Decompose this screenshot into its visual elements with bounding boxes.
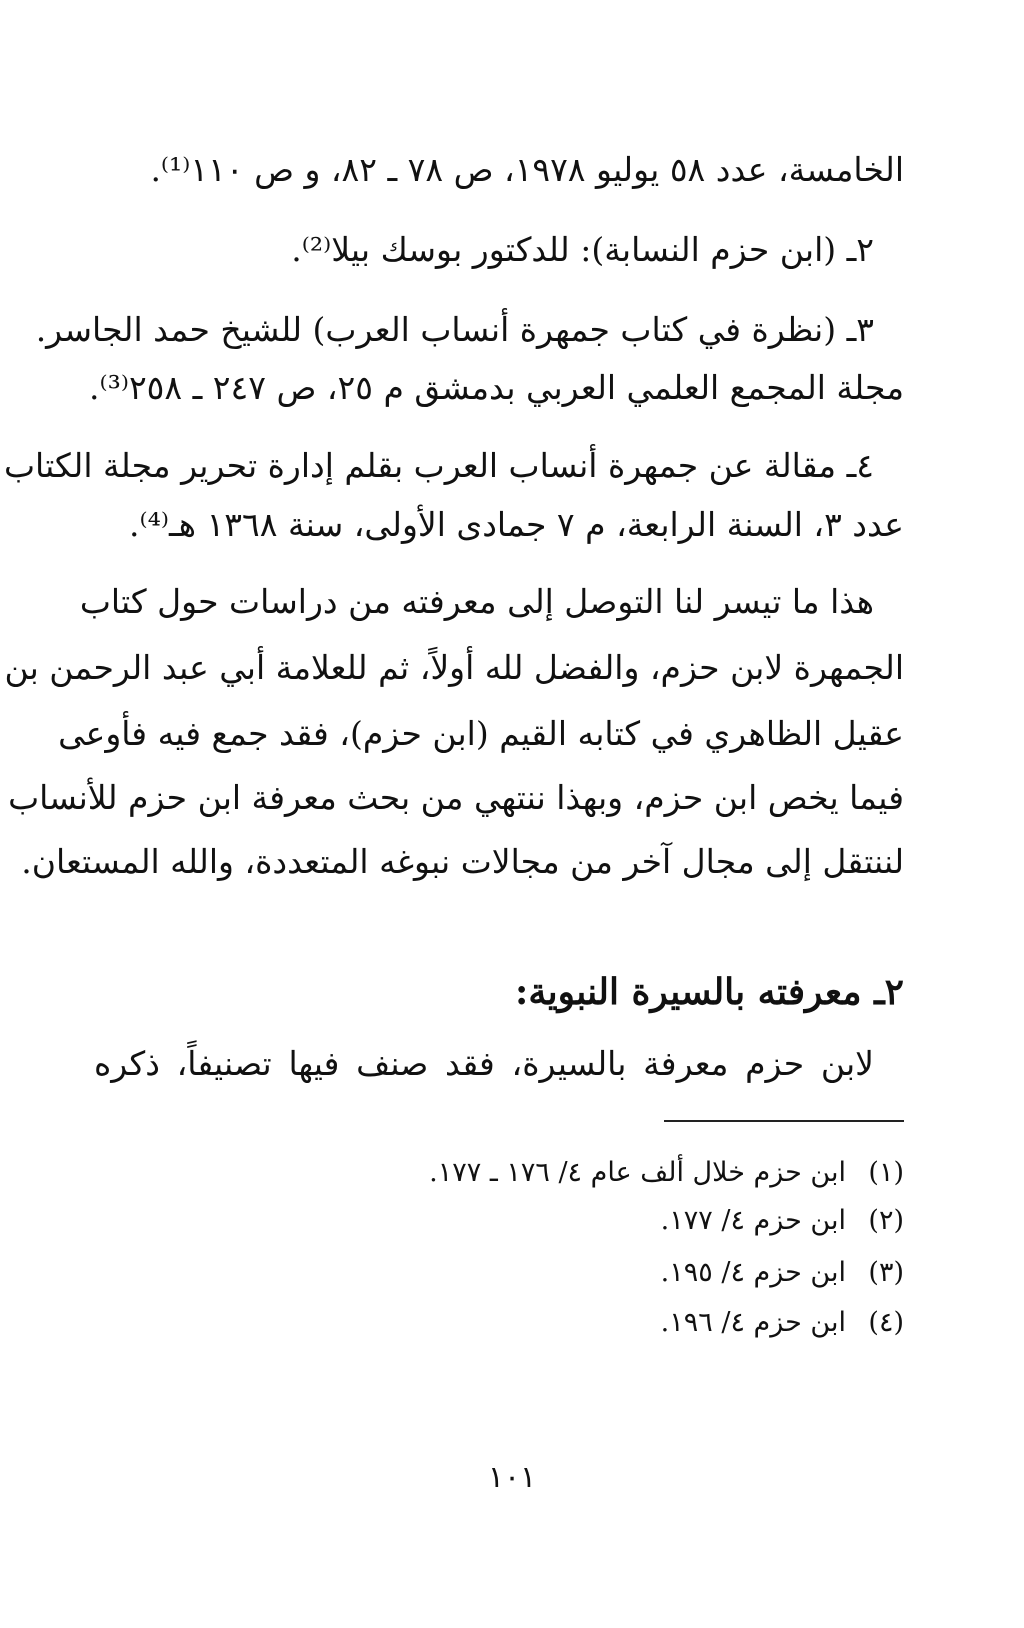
footnote-text: ابن حزم ٤/ ١٧٧. <box>660 1205 846 1236</box>
body-line: الجمهرة لابن حزم، والفضل لله أولاً، ثم للعلامة أبي عبد الرحمن بن <box>4 648 904 687</box>
body-line: عدد ٣، السنة الرابعة، م ٧ جمادى الأولى، سنة ١٣٦٨ هـ⁽⁴⁾. <box>129 505 904 544</box>
body-line: مجلة المجمع العلمي العربي بدمشق م ٢٥، ص ٢٤٧ ـ ٢٥٨⁽³⁾. <box>88 368 904 407</box>
footnote-number: (٣) <box>868 1257 904 1288</box>
footnote <box>661 1250 904 1296</box>
body-line: فيما يخص ابن حزم، وبهذا ننتهي من بحث معرفة ابن حزم للأنساب <box>8 778 904 817</box>
body-line: لابن حزم معرفة بالسيرة، فقد صنف فيها تصنيفاً، ذكره <box>94 1044 874 1083</box>
footnote-separator <box>664 1120 904 1122</box>
body-line: لننتقل إلى مجال آخر من مجالات نبوغه المتعددة، والله المستعان. <box>21 842 904 881</box>
footnote-text: ابن حزم ٤/ ١٩٥. <box>660 1257 846 1288</box>
section-heading: ٢ـ معرفته بالسيرة النبوية: <box>515 971 904 1013</box>
body-line: الخامسة، عدد ٥٨ يوليو ١٩٧٨، ص ٧٨ ـ ٨٢، و ص ١١٠⁽¹⁾. <box>150 150 904 189</box>
footnote <box>661 1300 904 1346</box>
body-line: ٤ـ مقالة عن جمهرة أنساب العرب بقلم إدارة تحرير مجلة الكتاب <box>3 446 874 485</box>
page-number: ١٠١ <box>487 1460 537 1495</box>
body-line: هذا ما تيسر لنا التوصل إلى معرفته من دراسات حول كتاب <box>79 582 874 621</box>
footnote-text: ابن حزم ٤/ ١٩٦. <box>660 1307 846 1338</box>
body-line: ٢ـ (ابن حزم النسابة): للدكتور بوسك بيلا⁽²⁾. <box>291 230 874 269</box>
footnote <box>661 1198 904 1244</box>
footnote-number: (١) <box>868 1157 904 1188</box>
footnote-number: (٢) <box>868 1205 904 1236</box>
footnote <box>429 1150 904 1196</box>
body-line: ٣ـ (نظرة في كتاب جمهرة أنساب العرب) للشيخ حمد الجاسر. <box>35 310 874 349</box>
footnote-text: ابن حزم خلال ألف عام ٤/ ١٧٦ ـ ١٧٧. <box>429 1157 846 1188</box>
footnote-number: (٤) <box>868 1307 904 1338</box>
body-line: عقيل الظاهري في كتابه القيم (ابن حزم)، فقد جمع فيه فأوعى <box>58 714 904 753</box>
